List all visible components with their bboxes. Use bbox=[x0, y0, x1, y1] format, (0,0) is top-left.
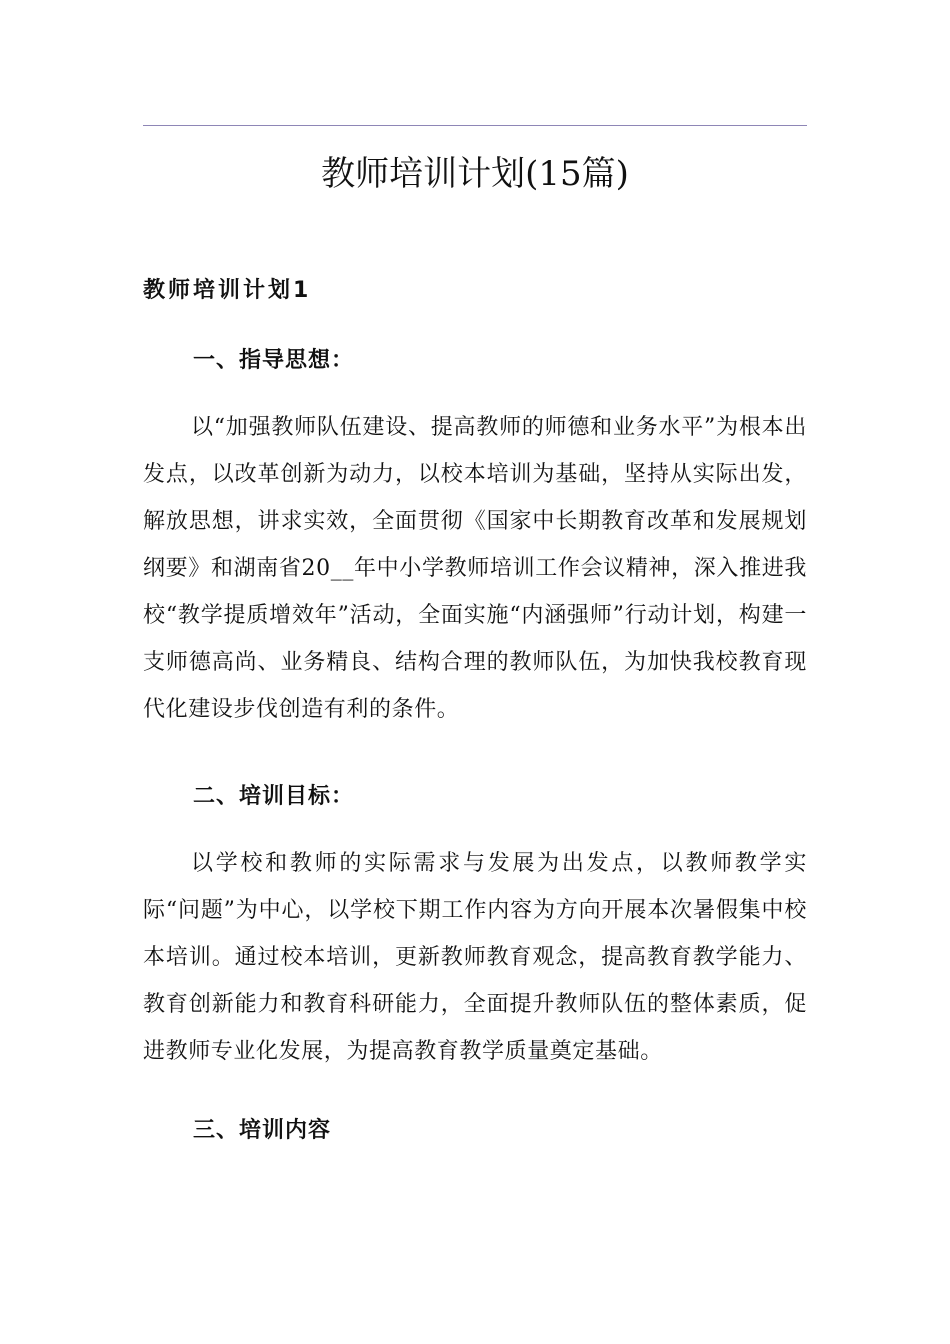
section-title: 教师培训计划1 bbox=[143, 278, 312, 303]
heading-training-content: 三、培训内容 bbox=[193, 1117, 332, 1143]
header-rule bbox=[143, 125, 807, 126]
heading-guiding-ideology: 一、指导思想： bbox=[193, 347, 355, 373]
heading-training-goals: 二、培训目标： bbox=[193, 783, 355, 809]
paragraph-training-goals: 以学校和教师的实际需求与发展为出发点，以教师教学实际“问题”为中心，以学校下期工作内容为方向开展本次暑假集中校本培训。通过校本培训，更新教师教育观念，提高教育教学能力、教育创新能力和教育科研能力，全面提升教师队伍的整体素质，促进教师专业化发展，为提高教育教学质量奠定基础。 bbox=[143, 851, 807, 1064]
document-title: 教师培训计划(15篇) bbox=[321, 154, 629, 194]
paragraph-guiding-ideology: 以“加强教师队伍建设、提高教师的师德和业务水平”为根本出发点，以改革创新为动力，以校本培训为基础，坚持从实际出发，解放思想，讲求实效，全面贯彻《国家中长期教育改革和发展规划纲要》和湖南省20__年中小学教师培训工作会议精神，深入推进我校“教学提质增效年”活动，全面实施“内涵强师”行动计划，构建一支师德高尚、业务精良、结构合理的教师队伍，为加快我校教育现代化建设步伐创造有利的条件。 bbox=[143, 415, 807, 722]
